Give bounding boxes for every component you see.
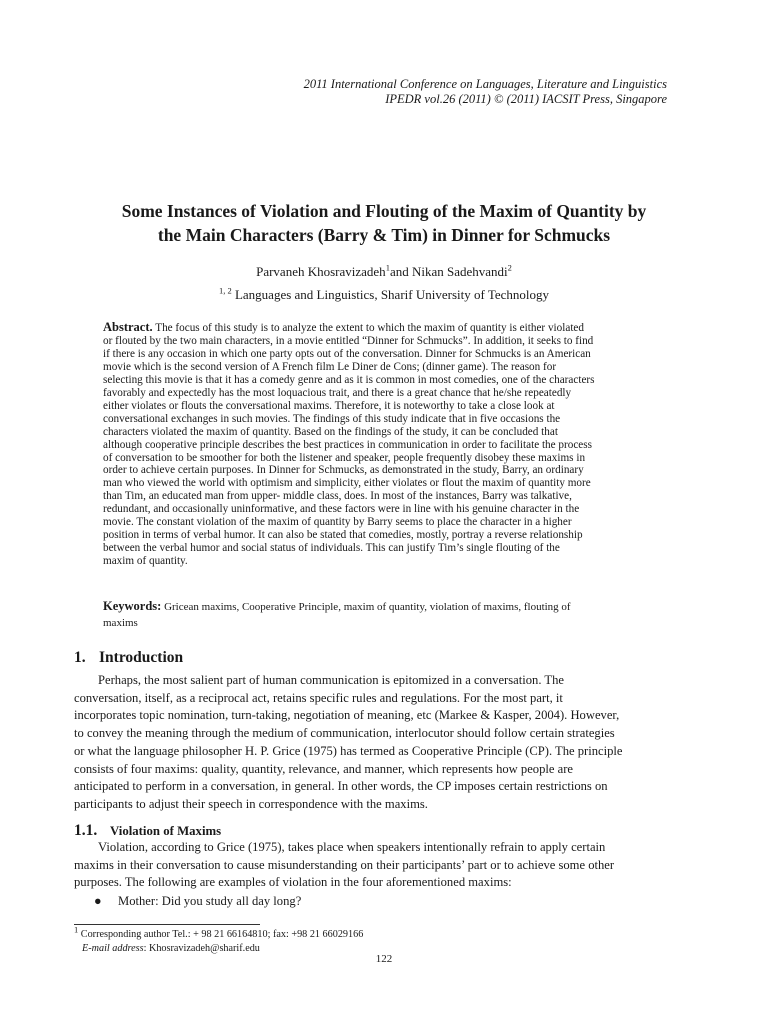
paragraph-line: maxims in their conversation to cause misunderstanding on their participants’ part or to achieve some other xyxy=(74,857,615,872)
abstract-line: position in terms of verbal humor. It can also be stated that comedies, mostly, portray a reverse relationship xyxy=(103,529,583,542)
affiliation xyxy=(0,287,768,303)
paper-title xyxy=(60,199,708,247)
footnote xyxy=(74,924,364,956)
abstract-line: movie. The constant violation of the maxim of quantity by Barry seems to place the character in a higher xyxy=(103,516,572,529)
paragraph-line: incorporates topic nomination, turn-taking, negotiation of meaning, etc (Markee & Kasper, 2004). However, xyxy=(74,708,620,723)
author-list xyxy=(0,264,768,280)
paragraph-line: or what the language philosopher H. P. Grice (1975) has termed as Cooperative Principle (CP). The principle xyxy=(74,743,623,758)
section-1-1-heading xyxy=(74,822,221,840)
section-1-heading xyxy=(74,649,183,667)
abstract-line: order to achieve certain purposes. In Dinner for Schmucks, as demonstrated in the study, Barry, an ordinary xyxy=(103,464,584,477)
subsection-title: Violation of Maxims xyxy=(110,824,222,838)
paragraph-line: Violation, according to Grice (1975), takes place when speakers intentionally refrain to apply certain xyxy=(98,840,606,854)
affiliation-marker: 1, 2 xyxy=(218,285,232,296)
abstract-line: if there is any occasion in which one party opts out of the conversation. Dinner for Schmucks is an American xyxy=(103,347,591,360)
abstract-line: either violates or flouts the conversational maxims. Therefore, it is noteworthy to take a close look at xyxy=(103,399,555,412)
paragraph-line: conversation, itself, as a reciprocal act, retains specific rules and regulations. For the most part, it xyxy=(74,690,563,705)
bullet-icon: ● xyxy=(94,894,102,908)
abstract-line: or flouted by the two main characters, in a movie entitled “Dinner for Schmucks”. In addition, it seeks to find xyxy=(103,334,594,347)
abstract-label: Abstract. xyxy=(103,320,153,334)
violation-paragraph xyxy=(74,839,692,892)
abstract-line: maxim of quantity. xyxy=(103,555,188,568)
header-line-1: 2011 International Conference on Languages, Literature and Linguistics xyxy=(303,77,667,91)
abstract-line: characters violated the maxim of quantity. Based on the findings of the study, it can be concluded that xyxy=(103,425,558,438)
section-number: 1. xyxy=(74,649,86,666)
affiliation-text: Languages and Linguistics, Sharif University of Technology xyxy=(231,287,550,302)
abstract-line: than Tim, an educated man from upper- middle class, does. In most of the instances, Barry was talkative, xyxy=(103,490,572,503)
title-line-1: Some Instances of Violation and Flouting of the Maxim of Quantity by xyxy=(121,201,647,221)
abstract-line: conversational exchanges in such movies. The findings of this study indicate that in five occasions the xyxy=(103,412,561,425)
email-address: : Khosravizadeh@sharif.edu xyxy=(143,943,260,954)
subsection-number: 1.1. xyxy=(74,822,98,839)
paragraph-line: consists of four maxims: quality, quantity, relevance, and manner, which represents how people are xyxy=(74,761,574,776)
section-title: Introduction xyxy=(99,649,184,666)
author-1-name: Parvaneh Khosravizadeh xyxy=(256,264,386,279)
footnote-divider xyxy=(74,924,260,925)
footnote-line xyxy=(74,924,364,942)
abstract-line: favorably and expectedly has the most loquacious trait, and there is a great chance that he/she repeatedly xyxy=(103,386,572,399)
bullet-text: Mother: Did you study all day long? xyxy=(118,894,302,908)
abstract-line: Abstract. The focus of this study is to analyze the extent to which the maxim of quantity is either violated xyxy=(103,320,584,334)
keywords-line: maxims xyxy=(103,617,138,629)
paragraph-line: participants to adjust their speech in correspondence with the maxims. xyxy=(74,796,428,811)
abstract-line: selecting this movie is that it has a comedy genre and as it is common in most comedies, one of the characters xyxy=(103,373,595,386)
example-bullet xyxy=(94,893,301,910)
footnote-contact: Corresponding author Tel.: + 98 21 66164810; fax: +98 21 66029166 xyxy=(78,929,364,940)
abstract xyxy=(103,321,668,568)
email-label: E-mail address xyxy=(82,943,144,954)
abstract-line: man who viewed the world with optimism and simplicity, either violates or flout the maxim of quantity more xyxy=(103,477,591,490)
author-2-name: and Nikan Sadehvandi xyxy=(389,264,508,279)
abstract-line: although cooperative principle describes the best practices in communication in order to facilitate the process xyxy=(103,438,592,451)
abstract-line: between the verbal humor and social status of individuals. This can justify Tim’s single flouting of the xyxy=(103,542,560,555)
title-line-2: the Main Characters (Barry & Tim) in Dinner for Schmucks xyxy=(157,225,611,245)
conference-header xyxy=(304,77,667,107)
author-2-marker: 2 xyxy=(507,262,512,273)
header-line-2: IPEDR vol.26 (2011) © (2011) IACSIT Press, Singapore xyxy=(385,92,667,106)
keywords-text: Gricean maxims, Cooperative Principle, maxim of quantity, violation of maxims, flouting of xyxy=(161,601,571,613)
footnote-marker: 1 xyxy=(74,924,79,935)
keywords-label: Keywords: xyxy=(103,599,162,613)
page-number: 122 xyxy=(375,953,393,965)
keywords-line xyxy=(103,598,668,615)
paragraph-line: anticipated to perform in a conversation, in general. In other words, the CP imposes certain restrictions on xyxy=(74,779,608,794)
paragraph-line: to convey the meaning through the medium of communication, interlocutor should follow certain strategies xyxy=(74,726,615,741)
author-1-marker: 1 xyxy=(385,262,390,273)
paragraph-line: Perhaps, the most salient part of human communication is epitomized in a conversation. The xyxy=(98,673,564,687)
abstract-line: of conversation to be smoother for both the listener and speaker, people frequently disobey these maxims in xyxy=(103,451,586,464)
keywords xyxy=(103,598,668,631)
paragraph-line: purposes. The following are examples of violation in the four aforementioned maxims: xyxy=(74,875,512,890)
abstract-line: redundant, and occasionally uninformative, and these factors were in line with his genuine character in the xyxy=(103,503,580,516)
abstract-line: movie which is the second version of A French film Le Diner de Cons; (dinner game). The reason for xyxy=(103,360,557,373)
introduction-paragraph xyxy=(74,672,692,814)
